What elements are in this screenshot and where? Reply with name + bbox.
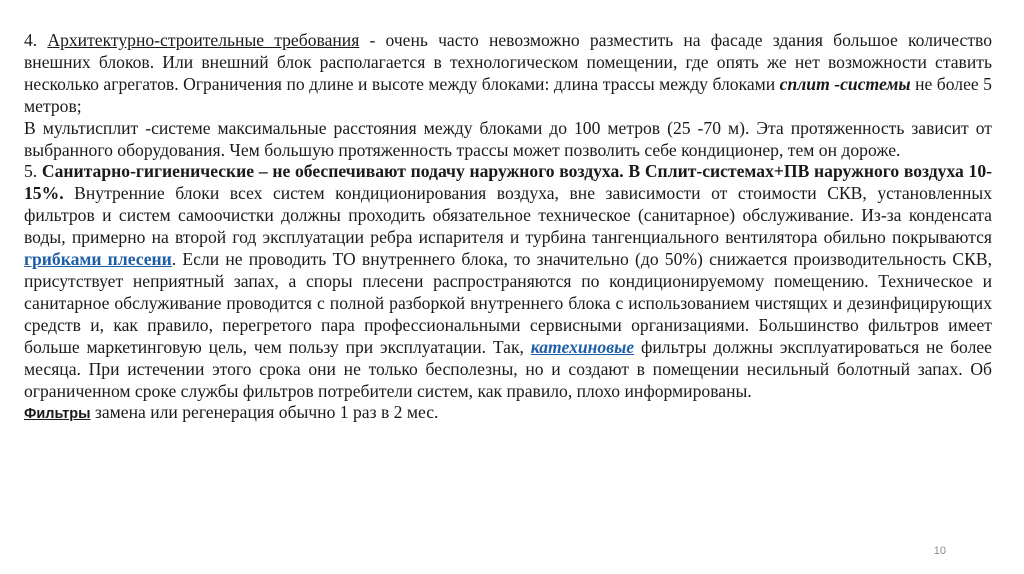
item-5-paragraph: [24, 161, 992, 402]
item-4-text-2: не более 5 метров;: [24, 73, 992, 116]
filters-text: замена или регенерация обычно 1 раз в 2 мес.: [90, 402, 439, 423]
item-4-emphasis: сплит -системы: [779, 73, 911, 94]
item-5-prefix: 5.: [24, 161, 42, 182]
item-5-text-1: Внутренние блоки всех систем кондиционирования воздуха, вне зависимости от стоимости СКВ, установленных фильтров и систем самоочистки должны проходить обязательное техническое (санитарное) обслуживание. Из-за конденсата воды, примерно на второй год эксплуатации ребра испарителя и турбина тангенциального вентилятора обильно покрываются: [24, 183, 992, 248]
item-4-heading: Архитектурно-строительные требования: [47, 30, 360, 50]
item-4-paragraph: [24, 30, 992, 118]
page-number: 10: [933, 545, 946, 557]
item-5-bold-heading: Санитарно-гигиенические – не обеспечивают подачу наружного воздуха. В Сплит-системах+ПВ наружного воздуха 10-15%.: [24, 161, 992, 204]
item-5-text-3: фильтры должны эксплуатироваться не более месяца. При истечении этого срока они не только бесполезны, но и создают в помещении несильный болотный запах. Об ограниченном сроке службы фильтров потребители систем, как правило, плохо информированы.: [24, 336, 992, 401]
multisplit-text: В мультисплит -системе максимальные расстояния между блоками до 100 метров (25 -70 м). Эта протяженность зависит от выбранного оборудования. Чем большую протяженность трассы может позволить себе кондиционер, тем он дороже.: [24, 117, 992, 160]
filters-label: Фильтры: [24, 406, 91, 423]
item-5-text-2: . Если не проводить ТО внутреннего блока, то значительно (до 50%) снижается производительность СКВ, присутствует неприятный запах, а споры плесени распространяются по кондиционируемому помещению. Техническое и санитарное обслуживание проводится с полной разборкой внутреннего блока с использованием чистящих и дезинфицирующих средств и, как правило, перегретого пара профессиональными сервисными организациями. Большинство фильтров имеет больше маркетинговую цель, чем пользу при эксплуатации. Так,: [24, 249, 992, 357]
multisplit-paragraph: [24, 118, 992, 162]
item-4-text-1: - очень часто невозможно разместить на фасаде здания большое количество внешних блоков. Или внешний блок располагается в технологическом помещении, где опять же нет возможности ставить несколько агрегатов. Ограничения по длине и высоте между блоками: длина трассы между блоками: [24, 30, 993, 94]
mold-fungi-link[interactable]: грибками плесени: [24, 249, 172, 270]
catechin-link[interactable]: катехиновые: [530, 336, 635, 357]
filters-paragraph: [24, 402, 992, 426]
item-4-prefix: 4.: [24, 30, 48, 50]
slide-text: [24, 30, 992, 426]
